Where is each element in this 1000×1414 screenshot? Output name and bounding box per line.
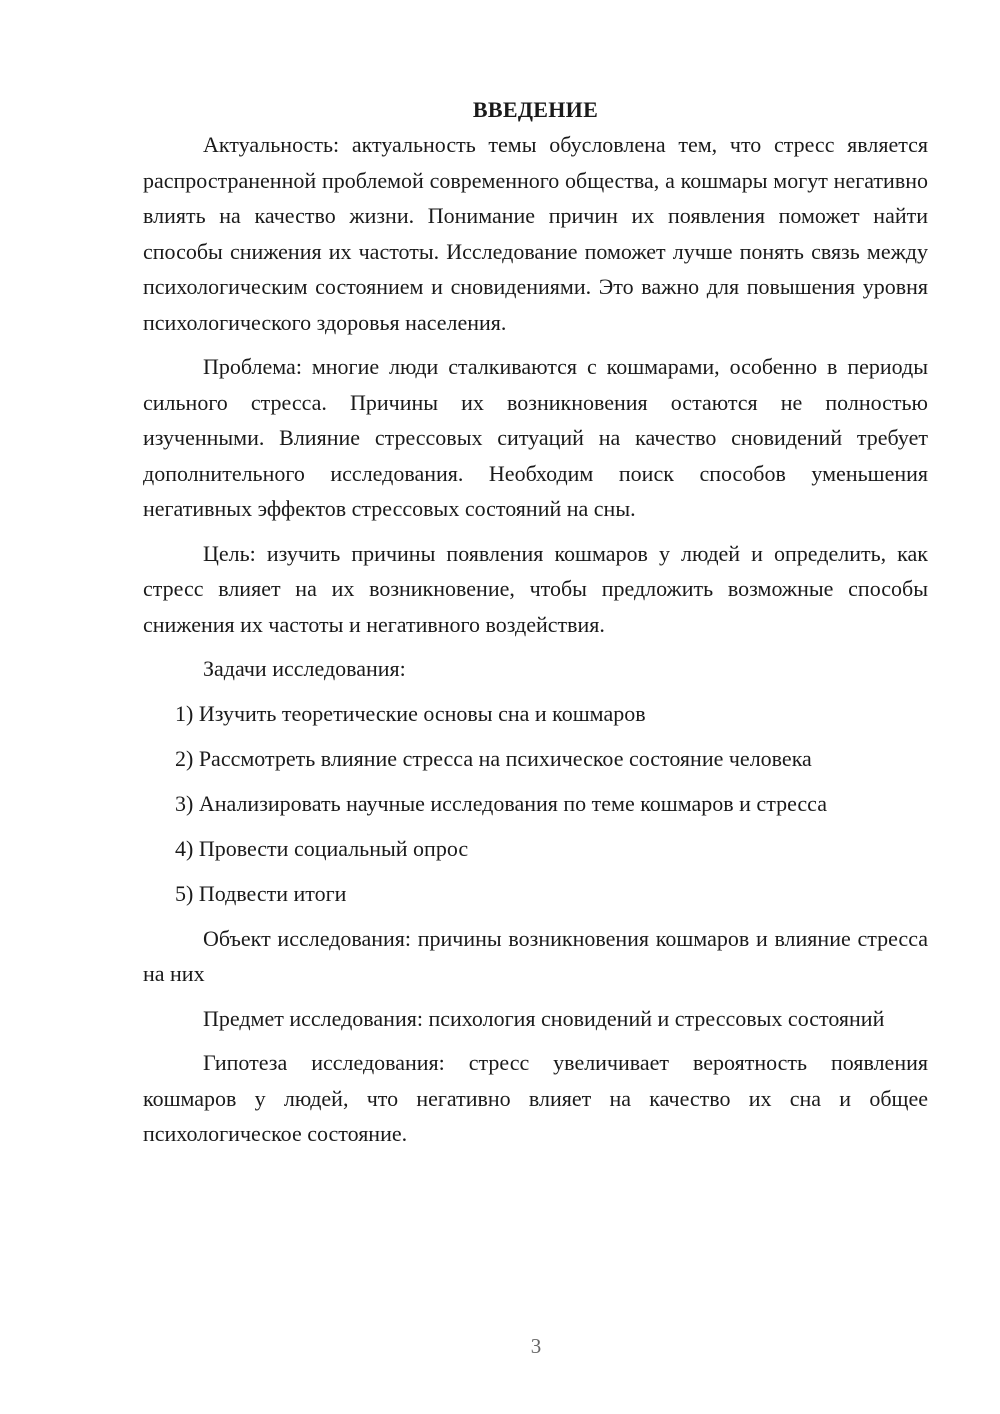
object-paragraph: Объект исследования: причины возникновения кошмаров и влияние стресса на них bbox=[143, 925, 928, 986]
page-number: 3 bbox=[530, 1334, 542, 1358]
subject-paragraph: Предмет исследования: психология сновидений и стрессовых состояний bbox=[203, 1005, 885, 1031]
relevance-paragraph: Актуальность: актуальность темы обусловлена тем, что стресс является распространенной проблемой современного общества, а кошмары могут негативно влиять на качество жизни. Понимание причин их появления поможет найти способы снижения их частоты. Исследование поможет лучше понять связь между психологическим состоянием и сновидениями. Это важно для повышения уровня психологического здоровья населения. bbox=[143, 132, 928, 335]
tasks-list bbox=[143, 696, 928, 912]
tasks-heading: Задачи исследования: bbox=[203, 656, 406, 681]
list-item: 2) Рассмотреть влияние стресса на психическое состояние человека bbox=[175, 745, 812, 771]
document-body bbox=[143, 92, 928, 1161]
goal-paragraph: Цель: изучить причины появления кошмаров у людей и определить, как стресс влияет на их возникновение, чтобы предложить возможные способы снижения их частоты и негативного воздействия. bbox=[143, 540, 928, 637]
list-item: 4) Провести социальный опрос bbox=[175, 835, 469, 861]
hypothesis-paragraph: Гипотеза исследования: стресс увеличивает вероятность появления кошмаров у людей, что негативно влияет на качество их сна и общее психологическое состояние. bbox=[143, 1050, 928, 1146]
list-item: 5) Подвести итоги bbox=[175, 880, 347, 906]
page-title: ВВЕДЕНИЕ bbox=[472, 97, 599, 122]
list-item: 1) Изучить теоретические основы сна и кошмаров bbox=[175, 700, 646, 726]
problem-paragraph: Проблема: многие люди сталкиваются с кошмарами, особенно в периоды сильного стресса. Причины их возникновения остаются не полностью изученными. Влияние стрессовых ситуаций на качество сновидений требует дополнительного исследования. Необходим поиск способов уменьшения негативных эффектов стрессовых состояний на сны. bbox=[143, 354, 928, 521]
list-item: 3) Анализировать научные исследования по теме кошмаров и стресса bbox=[175, 790, 827, 816]
